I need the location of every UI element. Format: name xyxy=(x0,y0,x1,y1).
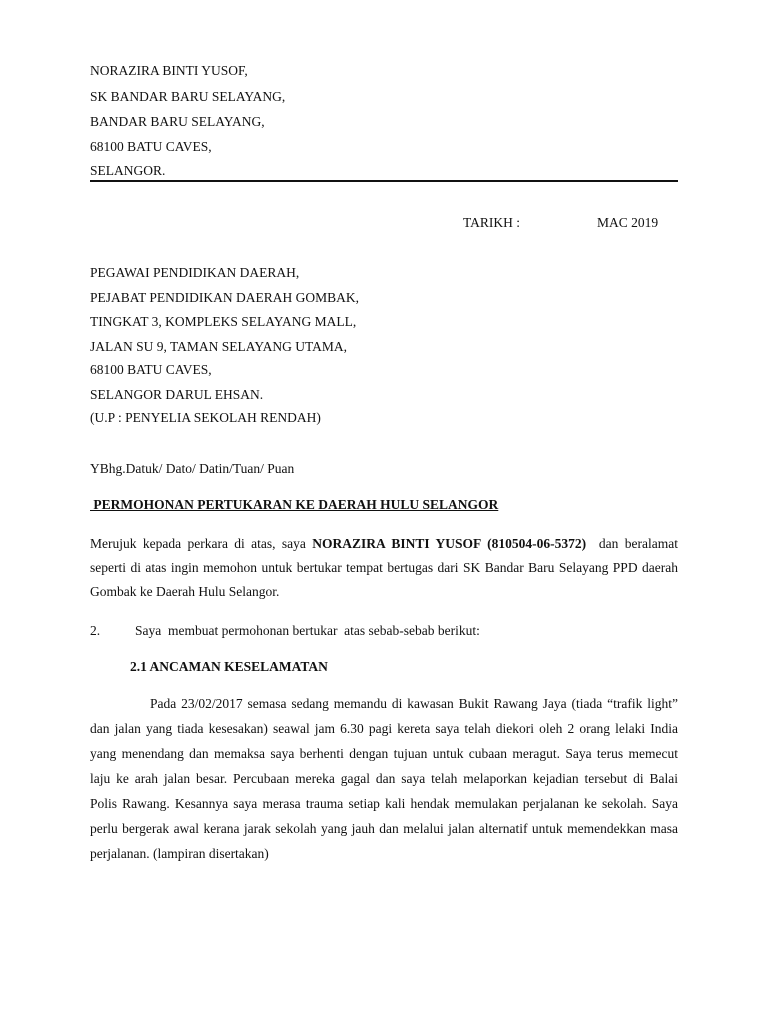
sender-line: 68100 BATU CAVES, xyxy=(90,139,212,154)
paragraph-line: dan jalan yang tiada kesesakan) seawal jam 6.30 pagi kereta saya telah diekori oleh 2 orang lelaki India xyxy=(90,721,678,736)
letter-subject: PERMOHONAN PERTUKARAN KE DAERAH HULU SELANGOR xyxy=(90,497,499,512)
point-number: 2. xyxy=(90,623,101,638)
sender-line: SELANGOR. xyxy=(90,163,166,178)
recipient-line: PEJABAT PENDIDIKAN DAERAH GOMBAK, xyxy=(90,290,360,305)
intro-line: Gombak ke Daerah Hulu Selangor. xyxy=(90,584,280,599)
recipient-line: PEGAWAI PENDIDIKAN DAERAH, xyxy=(90,265,300,280)
sender-line: BANDAR BARU SELAYANG, xyxy=(90,114,265,129)
sender-line: SK BANDAR BARU SELAYANG, xyxy=(90,89,286,104)
paragraph-line: yang menendang dan memaksa saya berhenti dengan tujuan untuk cubaan meragut. Saya terus memecut xyxy=(90,746,678,761)
recipient-line: JALAN SU 9, TAMAN SELAYANG UTAMA, xyxy=(90,339,347,354)
paragraph-line: perlu bergerak awal kerana jarak sekolah yang jauh dan melalui jalan alternatif untuk memendekkan masa xyxy=(90,821,678,836)
date-label: TARIKH : xyxy=(463,215,521,230)
intro-line: seperti di atas ingin memohon untuk bertukar tempat bertugas dari SK Bandar Baru Selayang PPD daerah xyxy=(90,560,678,575)
date-value: MAC 2019 xyxy=(597,215,659,230)
recipient-line: SELANGOR DARUL EHSAN. xyxy=(90,387,264,402)
section-heading: 2.1 ANCAMAN KESELAMATAN xyxy=(130,659,328,674)
paragraph-line: Polis Rawang. Kesannya saya merasa trauma setiap kali hendak memulakan perjalanan ke sekolah. Saya xyxy=(90,796,678,811)
recipient-line: (U.P : PENYELIA SEKOLAH RENDAH) xyxy=(90,410,321,425)
point-text: Saya membuat permohonan bertukar atas sebab-sebab berikut: xyxy=(135,623,480,638)
sender-line: NORAZIRA BINTI YUSOF, xyxy=(90,63,248,78)
paragraph-line: laju ke arah jalan besar. Percubaan mereka gagal dan saya telah melaporkan kejadian tersebut di Balai xyxy=(90,771,678,786)
salutation: YBhg.Datuk/ Dato/ Datin/Tuan/ Puan xyxy=(90,461,295,476)
header-divider xyxy=(90,180,678,182)
recipient-line: TINGKAT 3, KOMPLEKS SELAYANG MALL, xyxy=(90,314,357,329)
recipient-line: 68100 BATU CAVES, xyxy=(90,362,212,377)
paragraph-line: Pada 23/02/2017 semasa sedang memandu di kawasan Bukit Rawang Jaya (tiada “trafik light” xyxy=(150,696,678,711)
applicant-name-ic: NORAZIRA BINTI YUSOF (810504-06-5372) xyxy=(312,536,587,551)
intro-text: Merujuk kepada perkara di atas, saya xyxy=(90,536,313,551)
paragraph-line: perjalanan. (lampiran disertakan) xyxy=(90,846,269,861)
intro-text: dan beralamat xyxy=(586,536,678,551)
intro-line xyxy=(90,536,678,552)
